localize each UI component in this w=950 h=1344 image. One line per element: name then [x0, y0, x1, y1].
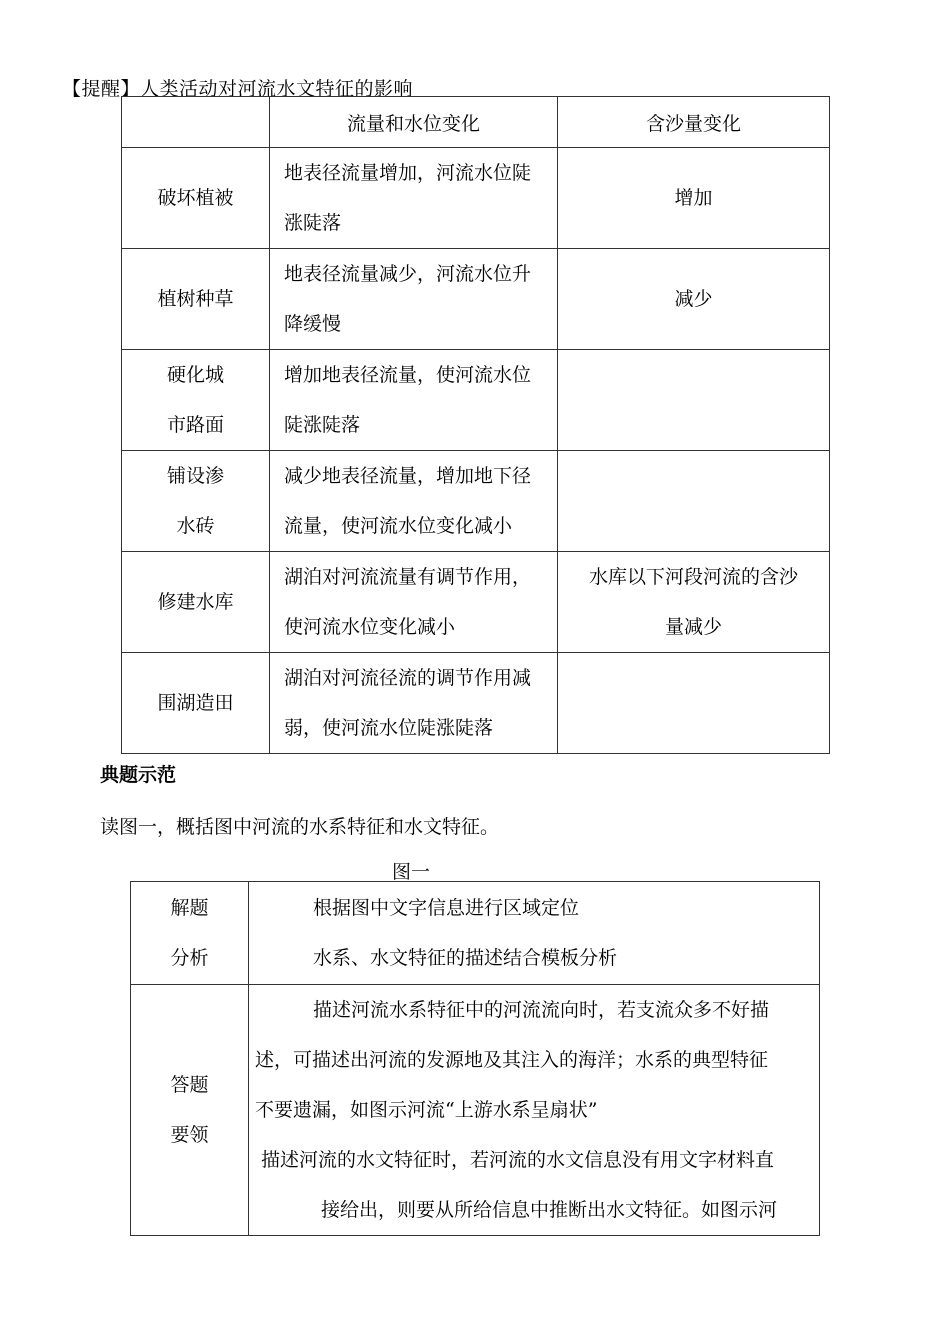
sediment-cell	[558, 451, 830, 552]
table-row	[122, 148, 830, 249]
flow-cell: 湖泊对河流径流的调节作用减 弱，使河流水位陡涨陡落	[270, 653, 558, 754]
activity-cell: 硬化城 市路面	[122, 350, 270, 451]
human-impact-table	[121, 96, 830, 754]
tips-line: 述，可描述出河流的发源地及其注入的海洋；水系的典型特征	[255, 1049, 769, 1071]
question-text: 读图一，概括图中河流的水系特征和水文特征。	[100, 816, 500, 838]
example-heading: 典题示范	[100, 764, 177, 786]
tips-line: 描述河流的水文特征时，若河流的水文信息没有用文字材料直	[261, 1149, 775, 1171]
tips-line: 不要遗漏，如图示河流“上游水系呈扇状”	[255, 1099, 598, 1121]
analysis-content	[249, 882, 820, 985]
sediment-cell	[558, 350, 830, 451]
analysis-label: 解题 分析	[131, 882, 249, 985]
flow-cell: 地表径流量减少，河流水位升 降缓慢	[270, 249, 558, 350]
tips-label: 答题 要领	[131, 985, 249, 1236]
sediment-cell	[558, 653, 830, 754]
activity-cell: 破坏植被	[122, 148, 270, 249]
figure-caption: 图一	[392, 861, 431, 883]
activity-cell: 围湖造田	[122, 653, 270, 754]
analysis-row	[131, 882, 820, 985]
sediment-cell: 水库以下河段河流的含沙 量减少	[558, 552, 830, 653]
table-header-row	[122, 97, 830, 148]
table-row	[122, 552, 830, 653]
table-row	[122, 451, 830, 552]
table-row	[122, 249, 830, 350]
solution-table	[130, 881, 820, 1236]
flow-cell: 减少地表径流量，增加地下径 流量，使河流水位变化减小	[270, 451, 558, 552]
tips-row	[131, 985, 820, 1236]
tips-line: 接给出，则要从所给信息中推断出水文特征。如图示河	[321, 1199, 778, 1221]
header-cell-empty	[122, 97, 270, 148]
flow-cell: 湖泊对河流流量有调节作用， 使河流水位变化减小	[270, 552, 558, 653]
activity-cell: 铺设渗 水砖	[122, 451, 270, 552]
table-row	[122, 350, 830, 451]
table-row	[122, 653, 830, 754]
activity-cell: 植树种草	[122, 249, 270, 350]
tips-line: 描述河流水系特征中的河流流向时，若支流众多不好描	[313, 999, 770, 1021]
reminder-title: 【提醒】人类活动对河流水文特征的影响	[62, 78, 414, 100]
tips-content	[249, 985, 820, 1236]
flow-cell: 地表径流量增加，河流水位陡 涨陡落	[270, 148, 558, 249]
sediment-cell: 增加	[558, 148, 830, 249]
header-cell-sediment: 含沙量变化	[558, 97, 830, 148]
sediment-cell: 减少	[558, 249, 830, 350]
activity-cell: 修建水库	[122, 552, 270, 653]
flow-cell: 增加地表径流量，使河流水位 陡涨陡落	[270, 350, 558, 451]
header-cell-flow: 流量和水位变化	[270, 97, 558, 148]
analysis-line: 根据图中文字信息进行区域定位	[313, 897, 580, 919]
analysis-line: 水系、水文特征的描述结合模板分析	[313, 947, 618, 969]
